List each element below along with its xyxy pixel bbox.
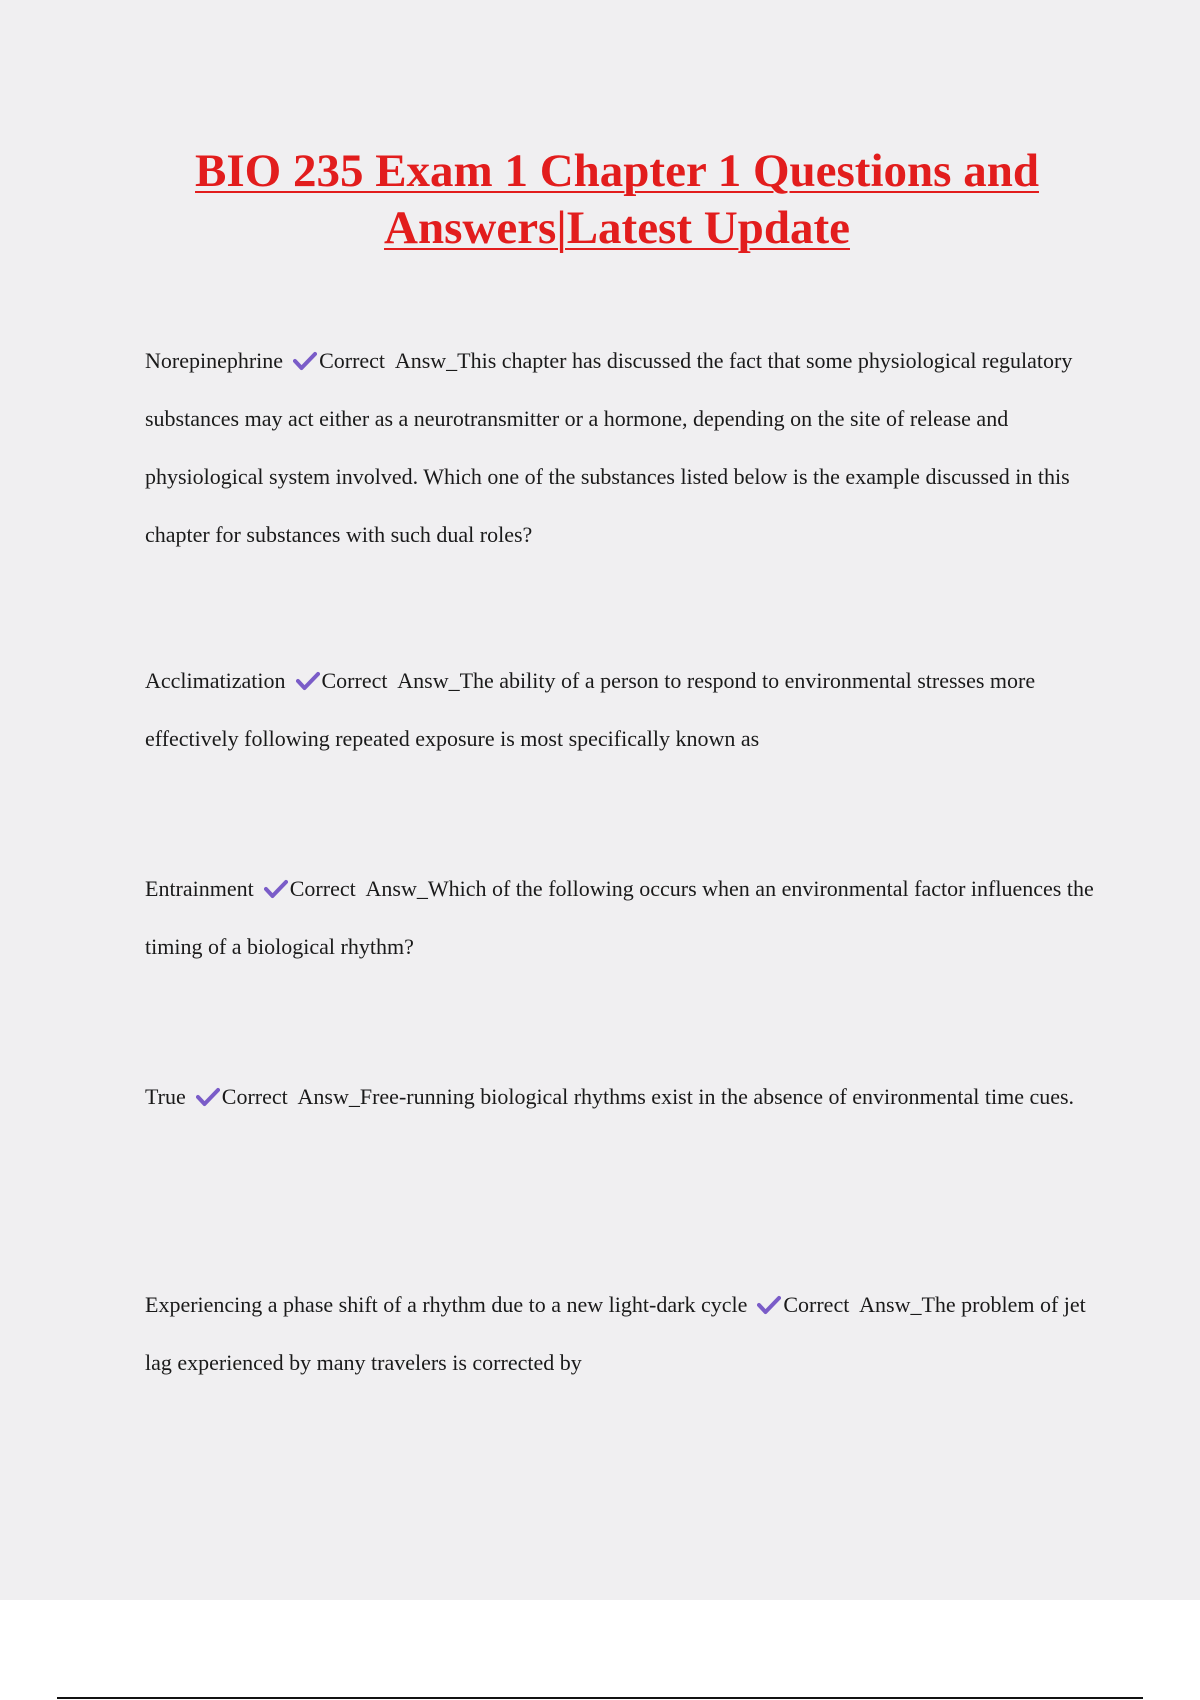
document-title: BIO 235 Exam 1 Chapter 1 Questions and Answers|Latest Update	[195, 145, 1039, 254]
question-text: This chapter has discussed the fact that some physiological regulatory substances may act either as a neurotransmitter or a hormone, depending on the site of release and physiological system involved. Which one of the substances listed below is the example discussed in this chapter for substances with such dual roles?	[145, 348, 1073, 547]
answer-text: Experiencing a phase shift of a rhythm due to a new light-dark cycle	[145, 1292, 748, 1317]
answer-text: Entrainment	[145, 876, 254, 901]
question-text: The ability of a person to respond to environmental stresses more effectively following repeated exposure is most specifically known as	[145, 668, 1036, 751]
qa-entry	[145, 652, 1095, 768]
page-divider	[57, 1697, 1143, 1699]
qa-entry	[145, 332, 1095, 564]
correct-answer-marker: Correct Answ_	[221, 1084, 360, 1109]
answer-text: Acclimatization	[145, 668, 286, 693]
qa-entry	[145, 1276, 1095, 1392]
check-icon	[196, 1087, 220, 1107]
check-icon	[757, 1295, 781, 1315]
qa-entry	[145, 1068, 1095, 1126]
answer-text: Norepinephrine	[145, 348, 284, 373]
question-text: The problem of jet lag experienced by many travelers is corrected by	[145, 1292, 1086, 1375]
correct-answer-marker: Correct Answ_	[321, 668, 460, 693]
correct-answer-marker: Correct Answ_	[289, 876, 428, 901]
check-icon	[293, 351, 317, 371]
answer-text: True	[145, 1084, 186, 1109]
question-text: Which of the following occurs when an environmental factor influences the timing of a biological rhythm?	[145, 876, 1094, 959]
correct-answer-marker: Correct Answ_	[319, 348, 458, 373]
check-icon	[296, 671, 320, 691]
qa-entry	[145, 860, 1095, 976]
check-icon	[264, 879, 288, 899]
correct-answer-marker: Correct Answ_	[783, 1292, 922, 1317]
question-text: Free-running biological rhythms exist in the absence of environmental time cues.	[359, 1084, 1075, 1109]
